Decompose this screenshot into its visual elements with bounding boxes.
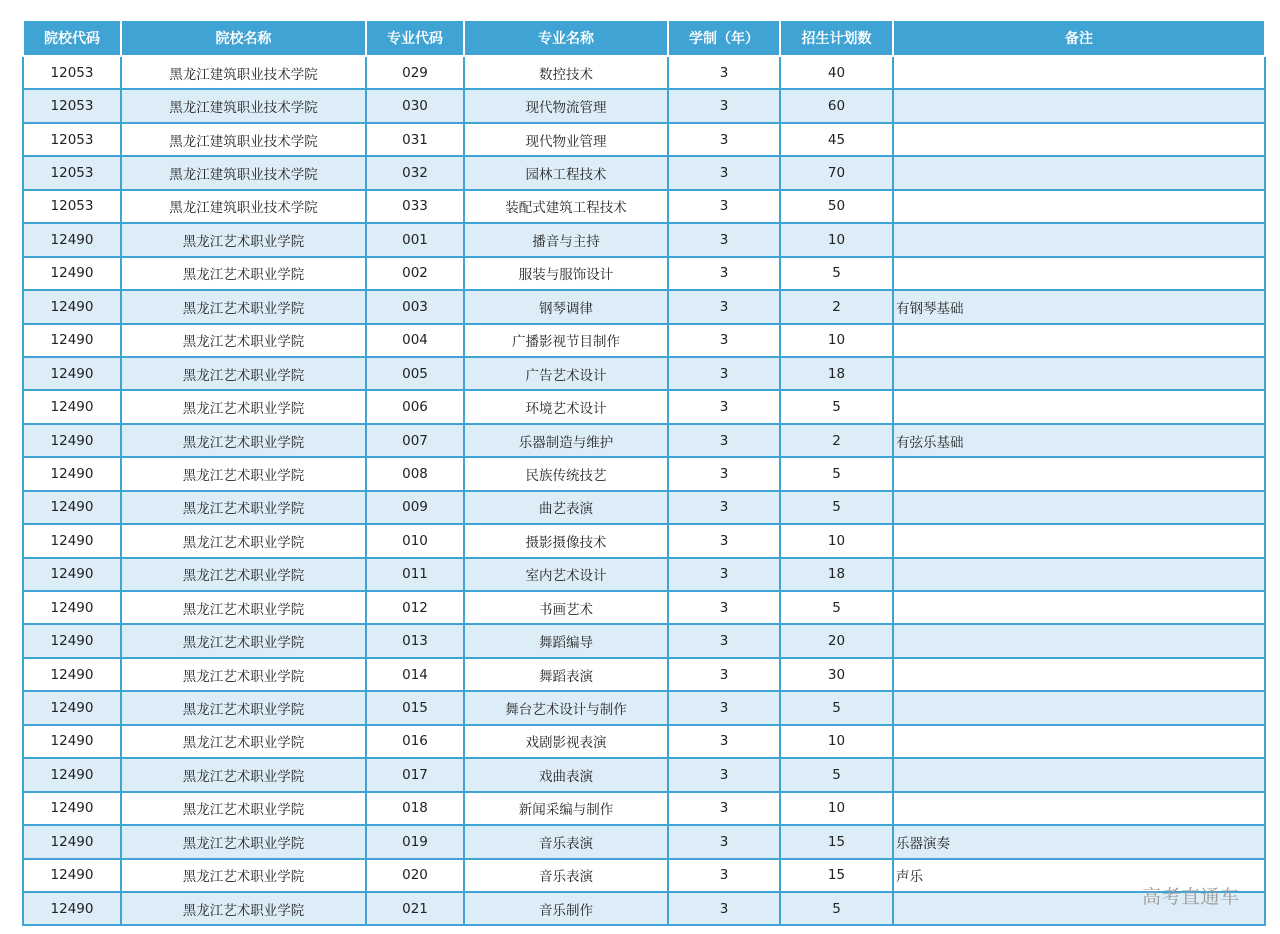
cell-major-name: 室内艺术设计	[464, 558, 668, 591]
table-row	[23, 558, 1265, 591]
table-row	[23, 223, 1265, 256]
cell-plan-count: 5	[780, 390, 893, 423]
cell-plan-count: 18	[780, 357, 893, 390]
cell-school-name: 黑龙江艺术职业学院	[121, 324, 366, 357]
table-row	[23, 591, 1265, 624]
cell-major-name: 数控技术	[464, 56, 668, 89]
cell-major-code: 012	[366, 591, 464, 624]
table-row	[23, 491, 1265, 524]
cell-major-code: 016	[366, 725, 464, 758]
cell-major-code: 013	[366, 624, 464, 657]
cell-major-name: 装配式建筑工程技术	[464, 190, 668, 223]
cell-note	[893, 190, 1265, 223]
cell-note	[893, 89, 1265, 122]
cell-major-name: 广播影视节目制作	[464, 324, 668, 357]
cell-major-name: 现代物流管理	[464, 89, 668, 122]
cell-major-name: 舞台艺术设计与制作	[464, 691, 668, 724]
cell-note	[893, 491, 1265, 524]
cell-note	[893, 56, 1265, 89]
cell-major-code: 007	[366, 424, 464, 457]
table-row	[23, 859, 1265, 892]
cell-major-code: 014	[366, 658, 464, 691]
cell-plan-count: 60	[780, 89, 893, 122]
cell-note: 乐器演奏	[893, 825, 1265, 858]
cell-school-code: 12490	[23, 691, 121, 724]
cell-years: 3	[668, 825, 780, 858]
cell-school-name: 黑龙江艺术职业学院	[121, 390, 366, 423]
cell-years: 3	[668, 859, 780, 892]
cell-note: 声乐	[893, 859, 1265, 892]
header-major-name: 专业名称	[464, 21, 668, 56]
cell-school-name: 黑龙江艺术职业学院	[121, 825, 366, 858]
cell-major-name: 戏曲表演	[464, 758, 668, 791]
cell-years: 3	[668, 424, 780, 457]
cell-major-code: 015	[366, 691, 464, 724]
cell-plan-count: 40	[780, 56, 893, 89]
cell-school-name: 黑龙江艺术职业学院	[121, 223, 366, 256]
cell-years: 3	[668, 223, 780, 256]
table-row	[23, 190, 1265, 223]
cell-major-code: 031	[366, 123, 464, 156]
cell-plan-count: 15	[780, 859, 893, 892]
cell-school-code: 12490	[23, 424, 121, 457]
cell-note	[893, 624, 1265, 657]
cell-plan-count: 2	[780, 424, 893, 457]
cell-years: 3	[668, 290, 780, 323]
cell-note	[893, 357, 1265, 390]
cell-years: 3	[668, 591, 780, 624]
cell-plan-count: 10	[780, 725, 893, 758]
table-row	[23, 89, 1265, 122]
admissions-table-container	[22, 21, 1264, 926]
cell-major-code: 033	[366, 190, 464, 223]
cell-school-name: 黑龙江艺术职业学院	[121, 457, 366, 490]
cell-plan-count: 10	[780, 223, 893, 256]
cell-school-name: 黑龙江艺术职业学院	[121, 758, 366, 791]
cell-note	[893, 390, 1265, 423]
cell-school-code: 12490	[23, 324, 121, 357]
cell-major-name: 戏剧影视表演	[464, 725, 668, 758]
cell-school-code: 12053	[23, 190, 121, 223]
cell-years: 3	[668, 156, 780, 189]
cell-school-name: 黑龙江艺术职业学院	[121, 558, 366, 591]
cell-plan-count: 5	[780, 257, 893, 290]
table-row	[23, 257, 1265, 290]
cell-years: 3	[668, 257, 780, 290]
header-major-code: 专业代码	[366, 21, 464, 56]
cell-major-code: 005	[366, 357, 464, 390]
cell-years: 3	[668, 357, 780, 390]
cell-school-name: 黑龙江艺术职业学院	[121, 524, 366, 557]
cell-major-name: 新闻采编与制作	[464, 792, 668, 825]
table-row	[23, 725, 1265, 758]
cell-school-name: 黑龙江艺术职业学院	[121, 658, 366, 691]
cell-school-code: 12490	[23, 892, 121, 925]
cell-note	[893, 691, 1265, 724]
cell-note: 有弦乐基础	[893, 424, 1265, 457]
cell-years: 3	[668, 792, 780, 825]
cell-major-name: 舞蹈表演	[464, 658, 668, 691]
table-row	[23, 424, 1265, 457]
cell-note	[893, 156, 1265, 189]
cell-plan-count: 5	[780, 591, 893, 624]
cell-major-code: 032	[366, 156, 464, 189]
cell-major-name: 音乐表演	[464, 859, 668, 892]
cell-plan-count: 18	[780, 558, 893, 591]
cell-major-name: 音乐制作	[464, 892, 668, 925]
cell-note: 有钢琴基础	[893, 290, 1265, 323]
cell-note	[893, 257, 1265, 290]
cell-major-code: 021	[366, 892, 464, 925]
table-row	[23, 156, 1265, 189]
cell-major-name: 环境艺术设计	[464, 390, 668, 423]
cell-school-code: 12490	[23, 624, 121, 657]
cell-plan-count: 5	[780, 457, 893, 490]
cell-school-code: 12490	[23, 792, 121, 825]
cell-major-name: 钢琴调律	[464, 290, 668, 323]
cell-years: 3	[668, 691, 780, 724]
cell-school-code: 12490	[23, 223, 121, 256]
cell-major-name: 曲艺表演	[464, 491, 668, 524]
cell-note	[893, 792, 1265, 825]
table-row	[23, 624, 1265, 657]
cell-school-code: 12490	[23, 357, 121, 390]
cell-school-code: 12053	[23, 123, 121, 156]
table-row	[23, 290, 1265, 323]
cell-years: 3	[668, 89, 780, 122]
cell-school-code: 12490	[23, 558, 121, 591]
header-school-name: 院校名称	[121, 21, 366, 56]
cell-note	[893, 758, 1265, 791]
cell-major-code: 002	[366, 257, 464, 290]
cell-school-code: 12053	[23, 56, 121, 89]
cell-school-code: 12490	[23, 257, 121, 290]
header-years: 学制（年）	[668, 21, 780, 56]
cell-years: 3	[668, 758, 780, 791]
cell-note	[893, 591, 1265, 624]
cell-years: 3	[668, 558, 780, 591]
cell-years: 3	[668, 190, 780, 223]
cell-plan-count: 45	[780, 123, 893, 156]
cell-plan-count: 10	[780, 524, 893, 557]
cell-school-name: 黑龙江艺术职业学院	[121, 624, 366, 657]
cell-school-name: 黑龙江艺术职业学院	[121, 491, 366, 524]
cell-note	[893, 223, 1265, 256]
cell-major-name: 园林工程技术	[464, 156, 668, 189]
table-row	[23, 56, 1265, 89]
table-header	[23, 21, 1265, 56]
cell-school-code: 12490	[23, 825, 121, 858]
header-plan-count: 招生计划数	[780, 21, 893, 56]
cell-note	[893, 524, 1265, 557]
table-row	[23, 792, 1265, 825]
cell-school-code: 12053	[23, 156, 121, 189]
cell-major-code: 011	[366, 558, 464, 591]
cell-school-code: 12490	[23, 859, 121, 892]
cell-years: 3	[668, 892, 780, 925]
table-row	[23, 390, 1265, 423]
table-row	[23, 457, 1265, 490]
table-row	[23, 892, 1265, 925]
watermark-text: 高考直通车	[1142, 886, 1240, 908]
table-row	[23, 658, 1265, 691]
cell-plan-count: 10	[780, 324, 893, 357]
cell-note	[893, 725, 1265, 758]
cell-major-code: 003	[366, 290, 464, 323]
cell-school-name: 黑龙江艺术职业学院	[121, 859, 366, 892]
cell-school-code: 12490	[23, 457, 121, 490]
cell-school-code: 12490	[23, 591, 121, 624]
cell-school-name: 黑龙江艺术职业学院	[121, 357, 366, 390]
cell-years: 3	[668, 491, 780, 524]
table-row	[23, 691, 1265, 724]
cell-school-name: 黑龙江艺术职业学院	[121, 691, 366, 724]
cell-school-name: 黑龙江艺术职业学院	[121, 892, 366, 925]
cell-years: 3	[668, 624, 780, 657]
cell-major-code: 004	[366, 324, 464, 357]
cell-major-code: 006	[366, 390, 464, 423]
cell-major-code: 001	[366, 223, 464, 256]
table-row	[23, 758, 1265, 791]
header-school-code: 院校代码	[23, 21, 121, 56]
cell-major-name: 播音与主持	[464, 223, 668, 256]
cell-major-code: 018	[366, 792, 464, 825]
cell-school-code: 12490	[23, 725, 121, 758]
cell-note	[893, 123, 1265, 156]
cell-school-name: 黑龙江艺术职业学院	[121, 290, 366, 323]
cell-school-code: 12490	[23, 658, 121, 691]
cell-note	[893, 324, 1265, 357]
cell-major-code: 020	[366, 859, 464, 892]
header-note: 备注	[893, 21, 1265, 56]
table-body	[23, 56, 1265, 925]
cell-plan-count: 15	[780, 825, 893, 858]
cell-major-code: 017	[366, 758, 464, 791]
cell-years: 3	[668, 524, 780, 557]
cell-major-name: 现代物业管理	[464, 123, 668, 156]
cell-plan-count: 30	[780, 658, 893, 691]
cell-school-code: 12490	[23, 290, 121, 323]
cell-note	[893, 658, 1265, 691]
cell-years: 3	[668, 390, 780, 423]
cell-school-name: 黑龙江艺术职业学院	[121, 257, 366, 290]
cell-major-code: 008	[366, 457, 464, 490]
header-row	[23, 21, 1265, 56]
table-row	[23, 324, 1265, 357]
cell-major-name: 舞蹈编导	[464, 624, 668, 657]
admissions-table	[22, 21, 1266, 926]
cell-school-code: 12490	[23, 758, 121, 791]
cell-major-code: 019	[366, 825, 464, 858]
cell-school-name: 黑龙江建筑职业技术学院	[121, 156, 366, 189]
cell-plan-count: 2	[780, 290, 893, 323]
table-row	[23, 524, 1265, 557]
table-row	[23, 357, 1265, 390]
cell-school-code: 12490	[23, 491, 121, 524]
cell-school-name: 黑龙江建筑职业技术学院	[121, 123, 366, 156]
cell-school-name: 黑龙江艺术职业学院	[121, 725, 366, 758]
cell-years: 3	[668, 658, 780, 691]
cell-note	[893, 457, 1265, 490]
cell-school-code: 12490	[23, 524, 121, 557]
cell-school-name: 黑龙江建筑职业技术学院	[121, 190, 366, 223]
cell-school-code: 12053	[23, 89, 121, 122]
cell-major-code: 029	[366, 56, 464, 89]
cell-major-name: 服装与服饰设计	[464, 257, 668, 290]
cell-plan-count: 5	[780, 491, 893, 524]
cell-note	[893, 558, 1265, 591]
cell-school-name: 黑龙江艺术职业学院	[121, 424, 366, 457]
cell-major-name: 书画艺术	[464, 591, 668, 624]
cell-years: 3	[668, 56, 780, 89]
cell-years: 3	[668, 324, 780, 357]
cell-major-name: 乐器制造与维护	[464, 424, 668, 457]
cell-plan-count: 5	[780, 892, 893, 925]
cell-major-code: 009	[366, 491, 464, 524]
cell-major-name: 摄影摄像技术	[464, 524, 668, 557]
table-row	[23, 825, 1265, 858]
cell-years: 3	[668, 725, 780, 758]
cell-plan-count: 5	[780, 758, 893, 791]
cell-years: 3	[668, 457, 780, 490]
cell-plan-count: 5	[780, 691, 893, 724]
table-row	[23, 123, 1265, 156]
cell-years: 3	[668, 123, 780, 156]
cell-major-name: 音乐表演	[464, 825, 668, 858]
cell-school-name: 黑龙江艺术职业学院	[121, 591, 366, 624]
cell-school-name: 黑龙江建筑职业技术学院	[121, 56, 366, 89]
cell-school-name: 黑龙江艺术职业学院	[121, 792, 366, 825]
cell-school-code: 12490	[23, 390, 121, 423]
cell-plan-count: 20	[780, 624, 893, 657]
cell-plan-count: 70	[780, 156, 893, 189]
cell-major-name: 广告艺术设计	[464, 357, 668, 390]
cell-plan-count: 10	[780, 792, 893, 825]
cell-plan-count: 50	[780, 190, 893, 223]
cell-school-name: 黑龙江建筑职业技术学院	[121, 89, 366, 122]
cell-major-code: 030	[366, 89, 464, 122]
cell-major-code: 010	[366, 524, 464, 557]
cell-major-name: 民族传统技艺	[464, 457, 668, 490]
